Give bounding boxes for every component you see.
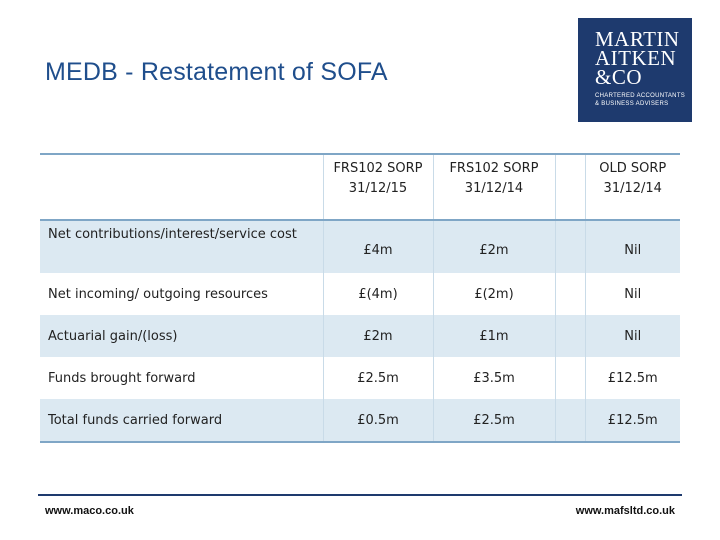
logo-line-1: MARTIN (595, 27, 680, 51)
row-label: Total funds carried forward (40, 399, 323, 442)
cell-old-sorp: £12.5m (585, 399, 680, 442)
sofa-table (40, 153, 680, 443)
header-frs102-2014: FRS102 SORP 31/12/14 (433, 154, 555, 220)
table-row (40, 273, 680, 315)
footer-link-mafsltd[interactable]: www.mafsltd.co.uk (575, 505, 675, 517)
row-label: Net contributions/interest/service cost (40, 220, 323, 273)
cell-old-sorp: £12.5m (607, 370, 658, 386)
slide-title: MEDB - Restatement of SOFA (45, 58, 388, 86)
footer-divider (38, 494, 682, 496)
cell-frs102-2015: £2m (323, 315, 433, 357)
logo-tagline (595, 92, 692, 108)
cell-spacer (555, 220, 585, 273)
logo-tagline-1: CHARTERED ACCOUNTANTS (595, 93, 686, 99)
table-row (40, 357, 680, 399)
cell-old-sorp: Nil (585, 315, 680, 357)
cell-frs102-2014: £2m (433, 220, 555, 273)
cell-frs102-2015: £2.5m (323, 357, 433, 399)
cell-frs102-2015: £4m (323, 220, 433, 273)
cell-frs102-2014: £3.5m (433, 357, 555, 399)
logo-line-2: AITKEN (595, 46, 677, 70)
cell-spacer (555, 399, 585, 442)
cell-spacer (555, 315, 585, 357)
cell-frs102-2015: £(4m) (323, 273, 433, 315)
table-row (40, 399, 680, 442)
cell-old-sorp: Nil (624, 286, 642, 302)
header-old-sorp-2014: OLD SORP 31/12/14 (599, 161, 667, 196)
header-spacer (555, 154, 585, 220)
table-row (40, 315, 680, 357)
table-row (40, 220, 680, 273)
row-label: Actuarial gain/(loss) (40, 315, 323, 357)
company-logo (578, 18, 692, 122)
logo-line-3: &CO (595, 65, 643, 89)
row-label: Net incoming/ outgoing resources (40, 273, 323, 315)
logo-tagline-2: & BUSINESS ADVISERS (595, 101, 669, 107)
row-label: Funds brought forward (40, 357, 323, 399)
cell-old-sorp: Nil (585, 220, 680, 273)
footer-link-maco[interactable]: www.maco.co.uk (45, 505, 134, 517)
cell-frs102-2014: £1m (433, 315, 555, 357)
cell-frs102-2014: £2.5m (433, 399, 555, 442)
cell-frs102-2015: £0.5m (323, 399, 433, 442)
header-frs102-2015: FRS102 SORP 31/12/15 (323, 154, 433, 220)
header-cell-empty (40, 154, 323, 220)
cell-frs102-2014: £(2m) (433, 273, 555, 315)
table-header-row (40, 154, 680, 220)
cell-spacer (555, 273, 585, 315)
cell-spacer (555, 357, 585, 399)
